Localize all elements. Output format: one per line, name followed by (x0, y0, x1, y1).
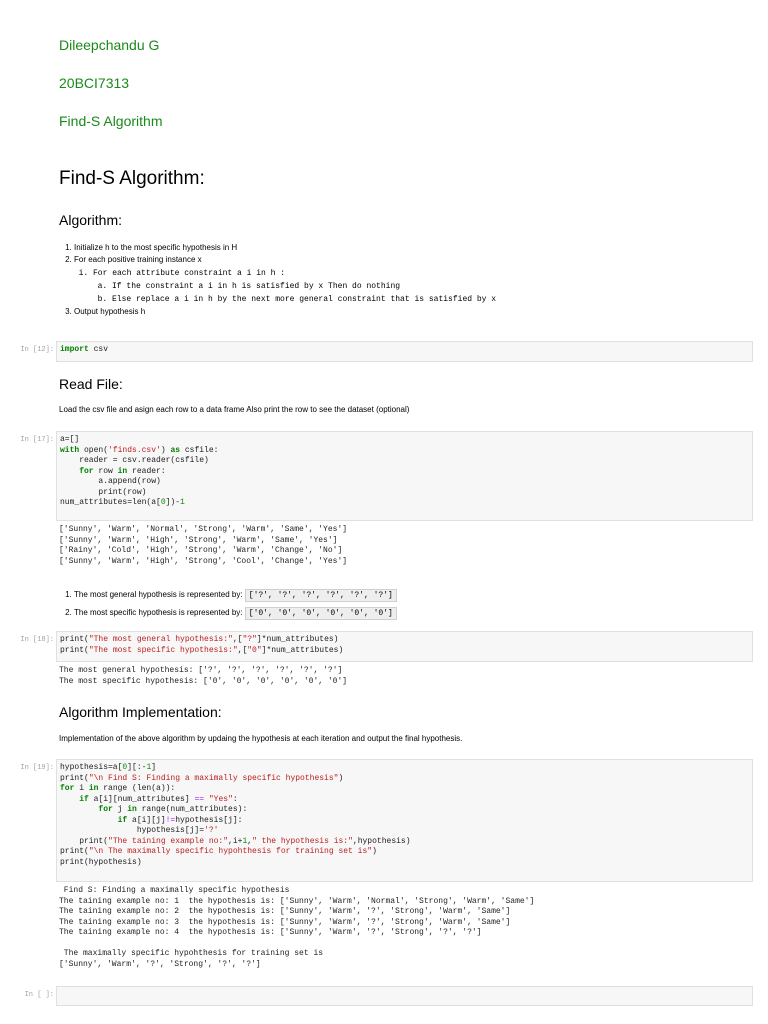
step-2-b: b. Else replace a i in h by the next more general constraint that is satisfied by x (112, 293, 754, 306)
step-3: 3. Output hypothesis h (74, 306, 754, 318)
empty-code-cell[interactable] (56, 986, 753, 1006)
code-line: if a[i][j]!=hypothesis[j]: (117, 815, 243, 825)
step-2-i (93, 267, 754, 306)
specific-hypothesis-item (74, 604, 397, 622)
cell-output: ['Sunny', 'Warm', 'Normal', 'Strong', 'Warm', 'Same', 'Yes'] ['Sunny', 'Warm', 'High', 'Strong', 'Warm', 'Same', 'Yes'] ['Rainy', 'Cold', 'High', 'Strong', 'Warm', 'Change', 'No'] ['Sunny', 'Warm', 'High', 'Strong', 'Cool', 'Change', 'Yes'] (59, 525, 348, 566)
code-line: for row in reader: (79, 466, 166, 476)
cell-output: The most general hypothesis: ['?', '?', '?', '?', '?', '?'] The most specific hypothesis: ['0', '0', '0', '0', '0', '0'] (59, 666, 348, 686)
code-line: hypothesis[j]='?' (60, 826, 219, 835)
code-line: hypothesis=a[0][:-1] (60, 763, 157, 772)
page-title: Find-S Algorithm: (59, 168, 205, 189)
code-line: print(row) (60, 487, 147, 497)
algorithm-heading: Algorithm: (59, 212, 123, 228)
general-hypothesis-item (74, 586, 397, 604)
code-line: a.append(row) (60, 477, 161, 486)
cell-prompt: In [ ]: (24, 991, 54, 999)
step-1: 1. Initialize h to the most specific hypothesis in H (74, 242, 754, 254)
step-2-i-alpha (93, 280, 754, 306)
hypothesis-list (59, 586, 397, 622)
import-module: csv (88, 345, 109, 354)
code-block (60, 435, 749, 509)
import-keyword: import (60, 345, 89, 354)
specific-hypothesis-value: ['0', '0', '0', '0', '0', '0'] (245, 607, 397, 620)
code-cell-find-s[interactable] (56, 759, 753, 882)
code-line: print(hypothesis) (60, 857, 142, 867)
algorithm-steps (59, 242, 754, 318)
code-cell-import[interactable] (56, 341, 753, 362)
general-hypothesis-value: ['?', '?', '?', '?', '?', '?'] (245, 589, 397, 602)
code-line: if a[i][num_attributes] == "Yes": (79, 794, 238, 804)
specific-hypothesis-label: The most specific hypothesis is represented by: (74, 608, 243, 617)
code-line: with open('finds.csv') as csfile: (60, 445, 219, 455)
implementation-description: Implementation of the above algorithm by updaing the hypothesis at each iteration and output the final hypothesis. (59, 734, 463, 743)
implementation-heading: Algorithm Implementation: (59, 704, 222, 720)
read-file-heading: Read File: (59, 376, 123, 392)
general-hypothesis-label: The most general hypothesis is represented by: (74, 590, 243, 599)
step-2-text: For each positive training instance x (74, 255, 202, 264)
cell-prompt: In [19]: (20, 764, 54, 772)
code-line: for j in range(num_attributes): (98, 805, 248, 814)
code-line: print("The most general hypothesis:",["?"]*num_attributes) (60, 635, 339, 644)
step-2-sublist (74, 267, 754, 306)
registration-number: 20BCI7313 (59, 75, 130, 91)
code-block (60, 635, 749, 656)
read-file-description: Load the csv file and asign each row to a data frame Also print the row to see the dataset (optional) (59, 405, 410, 414)
cell-output: Find S: Finding a maximally specific hypothesis The taining example no: 1 the hypothesis is: ['Sunny', 'Warm', 'Normal', 'Strong', 'Warm', 'Same'] The taining example no: 2 the hypothesis is: ['Sunny', 'Warm', '?', 'Strong', 'Warm', 'Same'] The taining example no: 3 the hypothesis is: ['Sunny', 'Warm', '?', 'Strong', 'Warm', 'Same'] The taining example no: 4 the hypothesis is: ['Sunny', 'Warm', '?', 'Strong', '?', '?'] The maximally specific hypohthesis for training set is ['Sunny', 'Warm', '?', 'Strong', '?', '?'] (59, 886, 535, 969)
code-line: print("The taining example no:",i+1," the hypothesis is:",hypothesis) (60, 836, 411, 846)
step-2-i-text: For each attribute constraint a i in h : (93, 269, 286, 278)
cell-prompt: In [18]: (20, 636, 54, 644)
code-line: num_attributes=len(a[0])-1 (60, 498, 185, 507)
code-cell-read-csv[interactable] (56, 431, 753, 521)
step-2-a: a. If the constraint a i in h is satisfied by x Then do nothing (112, 280, 754, 293)
topic-title: Find-S Algorithm (59, 113, 163, 129)
code-line: a=[] (60, 435, 80, 444)
author-name: Dileepchandu G (59, 37, 160, 53)
code-block (60, 763, 749, 868)
code-line: print("\n The maximally specific hypohthesis for training set is") (60, 847, 377, 856)
code-cell-print-hypotheses[interactable] (56, 631, 753, 662)
cell-prompt: In [12]: (20, 346, 54, 354)
step-2 (74, 254, 754, 306)
code-line: for i in range (len(a)): (60, 784, 176, 793)
code-line: reader = csv.reader(csfile) (60, 456, 209, 465)
code-line: print("\n Find S: Finding a maximally specific hypothesis") (60, 773, 344, 783)
cell-prompt: In [17]: (20, 436, 54, 444)
code-line: print("The most specific hypothesis:",["0"]*num_attributes) (60, 645, 344, 655)
